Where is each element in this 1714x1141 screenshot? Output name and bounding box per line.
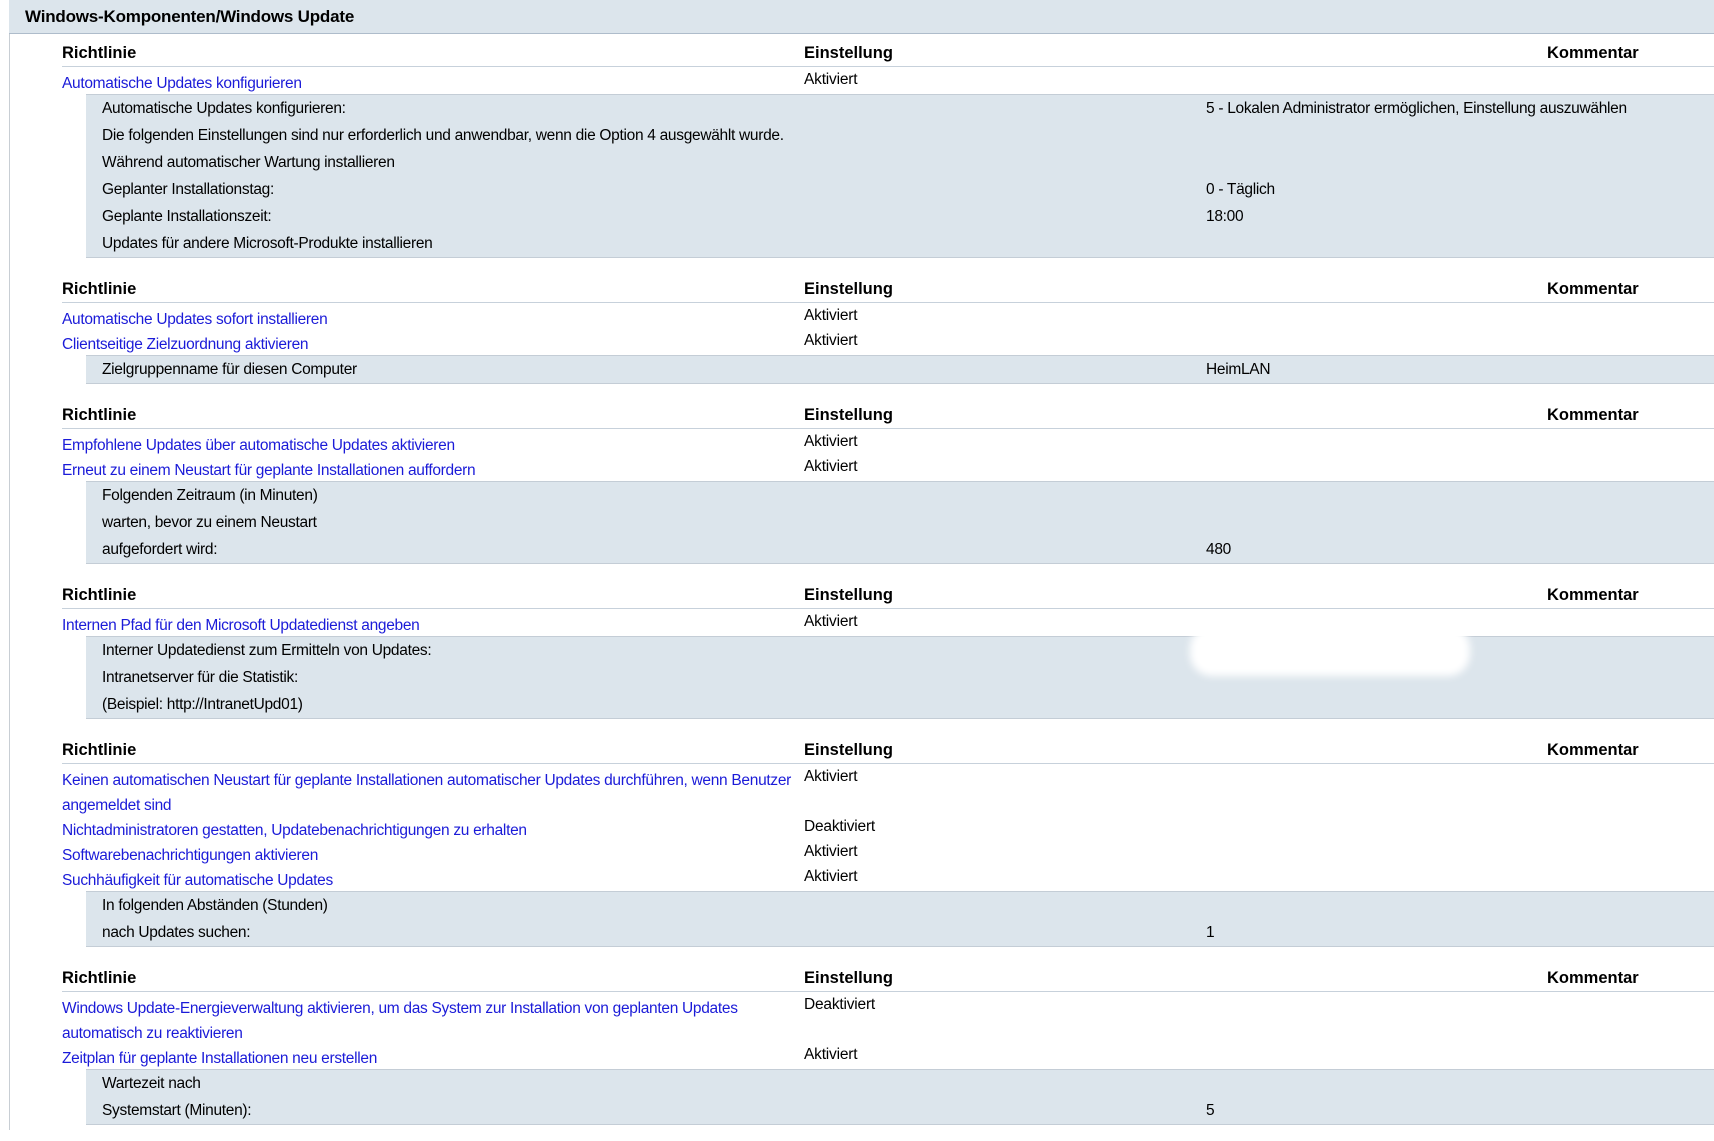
column-header-setting: Einstellung xyxy=(804,280,893,298)
detail-label: aufgefordert wird: xyxy=(102,541,218,558)
detail-line xyxy=(86,149,1714,176)
detail-label: Updates für andere Microsoft-Produkte installieren xyxy=(102,235,433,252)
column-header-comment: Kommentar xyxy=(1547,741,1639,759)
policy-link[interactable]: Empfohlene Updates über automatische Updates aktivieren xyxy=(62,437,455,454)
policy-setting-value: Aktiviert xyxy=(804,307,858,324)
detail-value: HeimLAN xyxy=(1206,361,1271,378)
policy-group xyxy=(62,963,1714,1141)
detail-value: 5 - Lokalen Administrator ermöglichen, Einstellung auszuwählen xyxy=(1206,100,1627,117)
column-header-policy: Richtlinie xyxy=(62,406,137,424)
policy-row xyxy=(62,454,1714,479)
group-spacer xyxy=(62,719,1714,735)
policy-row xyxy=(62,992,1714,1042)
detail-line xyxy=(86,919,1714,946)
policy-group xyxy=(62,400,1714,580)
column-header-comment: Kommentar xyxy=(1547,44,1639,62)
policy-link[interactable]: Automatische Updates konfigurieren xyxy=(62,75,302,92)
policy-setting-value: Aktiviert xyxy=(804,843,858,860)
policy-link[interactable]: Windows Update-Energieverwaltung aktivieren, um das System zur Installation von geplanten Updates automatisch zu reaktivieren xyxy=(62,1000,738,1042)
policy-link[interactable]: Internen Pfad für den Microsoft Updatedienst angeben xyxy=(62,617,420,634)
detail-line xyxy=(86,691,1714,718)
policy-setting-value: Aktiviert xyxy=(804,332,858,349)
detail-line xyxy=(86,1070,1714,1097)
column-header-setting: Einstellung xyxy=(804,741,893,759)
tree-guide-line xyxy=(9,0,10,1130)
detail-label: Wartezeit nach xyxy=(102,1075,201,1092)
column-header-policy: Richtlinie xyxy=(62,741,137,759)
policy-detail-panel xyxy=(86,355,1714,384)
detail-label: Die folgenden Einstellungen sind nur erforderlich und anwendbar, wenn die Option 4 ausgewählt wurde. xyxy=(102,127,784,144)
detail-line xyxy=(86,482,1714,509)
policy-row xyxy=(62,609,1714,634)
detail-label: Zielgruppenname für diesen Computer xyxy=(102,361,357,378)
policy-setting-value: Deaktiviert xyxy=(804,996,876,1013)
policy-row xyxy=(62,764,1714,814)
detail-value: 480 xyxy=(1206,541,1231,558)
column-header-comment: Kommentar xyxy=(1547,969,1639,987)
policy-row xyxy=(62,328,1714,353)
detail-label: Interner Updatedienst zum Ermitteln von Updates: xyxy=(102,642,432,659)
column-header-setting: Einstellung xyxy=(804,969,893,987)
column-header-comment: Kommentar xyxy=(1547,280,1639,298)
column-header-comment: Kommentar xyxy=(1547,586,1639,604)
policy-setting-value: Deaktiviert xyxy=(804,818,876,835)
policy-link[interactable]: Clientseitige Zielzuordnung aktivieren xyxy=(62,336,309,353)
detail-label: Während automatischer Wartung installieren xyxy=(102,154,395,171)
policy-row xyxy=(62,1042,1714,1067)
policy-row xyxy=(62,303,1714,328)
detail-value: 18:00 xyxy=(1206,208,1244,225)
detail-line xyxy=(86,230,1714,257)
group-spacer xyxy=(62,384,1714,400)
group-spacer xyxy=(62,1125,1714,1141)
column-header-setting: Einstellung xyxy=(804,406,893,424)
detail-line xyxy=(86,176,1714,203)
policy-link[interactable]: Nichtadministratoren gestatten, Updatebenachrichtigungen zu erhalten xyxy=(62,822,527,839)
policy-detail-panel xyxy=(86,481,1714,564)
detail-label: Intranetserver für die Statistik: xyxy=(102,669,298,686)
policy-setting-value: Aktiviert xyxy=(804,613,858,630)
section-title: Windows-Komponenten/Windows Update xyxy=(25,7,355,26)
detail-line xyxy=(86,509,1714,536)
policy-row xyxy=(62,67,1714,92)
detail-label: Automatische Updates konfigurieren: xyxy=(102,100,346,117)
detail-label: Folgenden Zeitraum (in Minuten) xyxy=(102,487,318,504)
column-header-comment: Kommentar xyxy=(1547,406,1639,424)
column-header-row xyxy=(62,735,1714,764)
redacted-server-value xyxy=(1190,626,1470,676)
policy-group xyxy=(62,274,1714,400)
policy-group xyxy=(62,735,1714,963)
group-spacer xyxy=(62,564,1714,580)
column-header-row xyxy=(62,274,1714,303)
policy-detail-panel xyxy=(86,94,1714,258)
detail-line xyxy=(86,203,1714,230)
policy-setting-value: Aktiviert xyxy=(804,433,858,450)
group-spacer xyxy=(62,258,1714,274)
detail-line xyxy=(86,1097,1714,1124)
policy-detail-panel xyxy=(86,891,1714,947)
detail-label: Geplanter Installationstag: xyxy=(102,181,274,198)
policy-link[interactable]: Softwarebenachrichtigungen aktivieren xyxy=(62,847,319,864)
detail-label: Systemstart (Minuten): xyxy=(102,1102,252,1119)
column-header-policy: Richtlinie xyxy=(62,44,137,62)
policy-group xyxy=(62,38,1714,274)
detail-line xyxy=(86,892,1714,919)
column-header-policy: Richtlinie xyxy=(62,280,137,298)
column-header-row xyxy=(62,580,1714,609)
policy-setting-value: Aktiviert xyxy=(804,458,858,475)
detail-value: 0 - Täglich xyxy=(1206,181,1275,198)
detail-label: warten, bevor zu einem Neustart xyxy=(102,514,317,531)
policy-report xyxy=(62,38,1714,1141)
detail-label: nach Updates suchen: xyxy=(102,924,251,941)
detail-label: In folgenden Abständen (Stunden) xyxy=(102,897,328,914)
column-header-policy: Richtlinie xyxy=(62,969,137,987)
policy-link[interactable]: Suchhäufigkeit für automatische Updates xyxy=(62,872,333,889)
column-header-setting: Einstellung xyxy=(804,586,893,604)
group-spacer xyxy=(62,947,1714,963)
column-header-setting: Einstellung xyxy=(804,44,893,62)
detail-line xyxy=(86,122,1714,149)
column-header-row xyxy=(62,963,1714,992)
policy-setting-value: Aktiviert xyxy=(804,71,858,88)
policy-row xyxy=(62,814,1714,839)
section-title-bar[interactable] xyxy=(9,0,1714,34)
policy-detail-panel xyxy=(86,1069,1714,1125)
policy-setting-value: Aktiviert xyxy=(804,868,858,885)
detail-label: (Beispiel: http://IntranetUpd01) xyxy=(102,696,303,713)
detail-line xyxy=(86,95,1714,122)
detail-value: 5 xyxy=(1206,1102,1215,1119)
policy-link[interactable]: Keinen automatischen Neustart für geplante Installationen automatischer Updates durchführen, wenn Benutzer angemeldet sind xyxy=(62,772,792,814)
policy-link[interactable]: Erneut zu einem Neustart für geplante Installationen auffordern xyxy=(62,462,476,479)
policy-link[interactable]: Zeitplan für geplante Installationen neu erstellen xyxy=(62,1050,378,1067)
policy-row xyxy=(62,839,1714,864)
column-header-policy: Richtlinie xyxy=(62,586,137,604)
policy-link[interactable]: Automatische Updates sofort installieren xyxy=(62,311,328,328)
detail-line xyxy=(86,356,1714,383)
detail-label: Geplante Installationszeit: xyxy=(102,208,272,225)
column-header-row xyxy=(62,400,1714,429)
detail-line xyxy=(86,536,1714,563)
detail-line xyxy=(86,664,1714,691)
policy-row xyxy=(62,429,1714,454)
column-header-row xyxy=(62,38,1714,67)
detail-value: 1 xyxy=(1206,924,1215,941)
policy-setting-value: Aktiviert xyxy=(804,768,858,785)
policy-row xyxy=(62,864,1714,889)
policy-setting-value: Aktiviert xyxy=(804,1046,858,1063)
